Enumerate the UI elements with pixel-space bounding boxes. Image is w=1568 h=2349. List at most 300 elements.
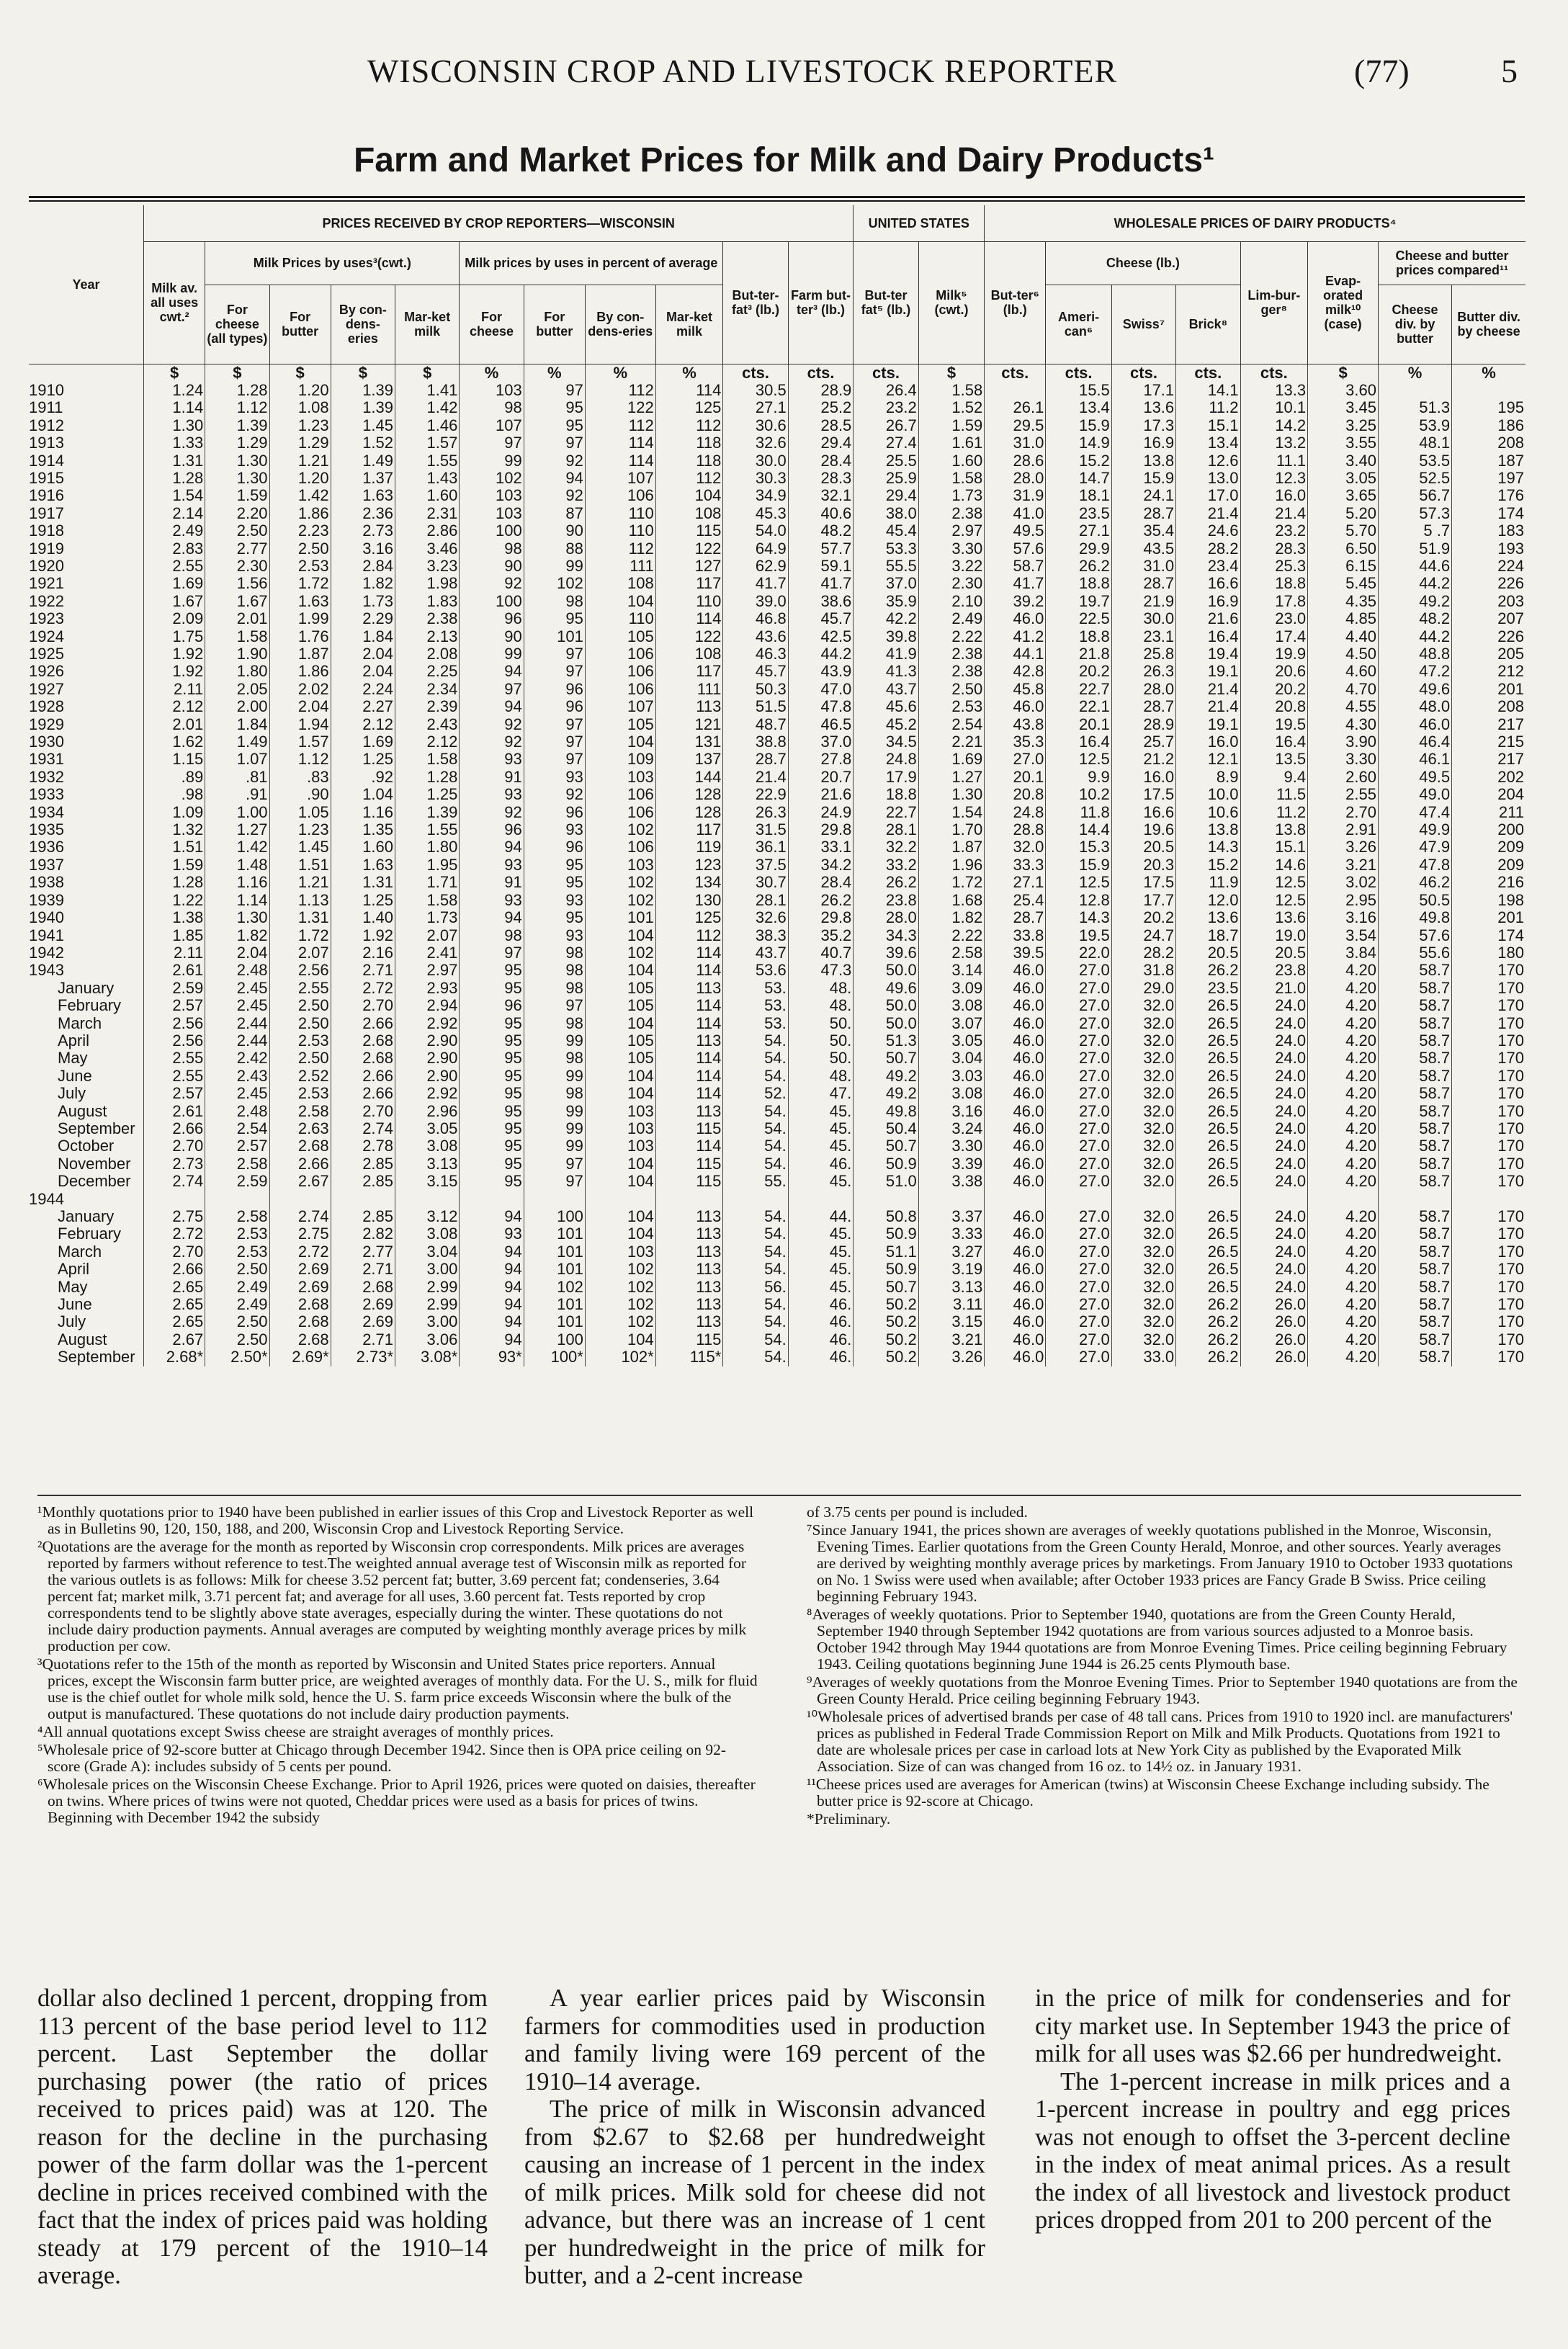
table-cell: 25.9 bbox=[854, 470, 918, 487]
table-cell bbox=[1379, 1191, 1452, 1208]
table-cell: 35.9 bbox=[854, 593, 918, 610]
table-cell bbox=[1308, 1191, 1379, 1208]
table-cell: 58.7 bbox=[985, 558, 1046, 575]
table-cell: 1.27 bbox=[918, 769, 984, 786]
table-cell: 113 bbox=[655, 1103, 723, 1120]
table-cell: 96 bbox=[524, 804, 585, 821]
table-cell: 58.7 bbox=[1379, 1155, 1452, 1173]
table-cell: 2.77 bbox=[205, 540, 269, 558]
group-wholesale: WHOLESALE PRICES OF DAIRY PRODUCTS⁴ bbox=[985, 205, 1526, 241]
table-cell: 1.56 bbox=[205, 575, 269, 592]
table-cell: 2.04 bbox=[331, 645, 395, 663]
col-pct-cheese: For cheese bbox=[460, 285, 524, 364]
table-cell: 57.7 bbox=[788, 540, 854, 558]
table-cell: 46.0 bbox=[985, 1120, 1046, 1137]
table-cell: 11.2 bbox=[1240, 804, 1308, 821]
table-cell: 31.9 bbox=[985, 487, 1046, 504]
table-cell: 28.7 bbox=[1111, 505, 1175, 522]
table-cell: 170 bbox=[1452, 1225, 1526, 1243]
table-cell: 90 bbox=[460, 628, 524, 645]
table-cell: 2.22 bbox=[918, 927, 984, 944]
table-cell: 2.54 bbox=[205, 1120, 269, 1137]
table-cell: 58.7 bbox=[1379, 997, 1452, 1014]
table-cell: 95 bbox=[524, 874, 585, 891]
table-row bbox=[29, 769, 1526, 786]
table-cell: 114 bbox=[655, 1050, 723, 1067]
unit-cell: cts. bbox=[1176, 364, 1240, 382]
table-cell: 54. bbox=[723, 1208, 788, 1225]
table-cell: 100 bbox=[460, 593, 524, 610]
table-cell: 201 bbox=[1452, 681, 1526, 698]
table-cell: 3.05 bbox=[918, 1032, 984, 1050]
table-cell: 1.94 bbox=[269, 716, 331, 733]
table-cell: 6.15 bbox=[1308, 558, 1379, 575]
table-cell: 30.0 bbox=[723, 452, 788, 470]
table-cell: 3.40 bbox=[1308, 452, 1379, 470]
table-cell: 10.1 bbox=[1240, 399, 1308, 416]
table-cell: 45. bbox=[788, 1120, 854, 1137]
table-cell: 208 bbox=[1452, 698, 1526, 715]
col-butter: But-ter⁶ (lb.) bbox=[985, 241, 1046, 364]
table-cell: 22.7 bbox=[854, 804, 918, 821]
table-cell: 46.1 bbox=[1379, 751, 1452, 768]
top-rule bbox=[29, 196, 1525, 198]
table-cell: 3.30 bbox=[918, 540, 984, 558]
table-cell: 104 bbox=[585, 1068, 655, 1085]
col-us-milk: Milk⁵ (cwt.) bbox=[918, 241, 984, 364]
row-label: April bbox=[58, 1261, 90, 1279]
table-cell: 4.20 bbox=[1308, 1279, 1379, 1296]
table-cell: 115 bbox=[655, 522, 723, 540]
table-cell: 27.0 bbox=[1046, 1032, 1111, 1050]
table-cell: 1.14 bbox=[144, 399, 205, 416]
table-row bbox=[29, 892, 1526, 909]
col-brick: Brick⁸ bbox=[1176, 285, 1240, 364]
table-cell: 1.27 bbox=[205, 821, 269, 838]
table-cell: 131 bbox=[655, 733, 723, 751]
table-cell: 103 bbox=[585, 1103, 655, 1120]
table-cell: 53.3 bbox=[854, 540, 918, 558]
table-cell: 34.2 bbox=[788, 856, 854, 874]
table-cell: 95 bbox=[460, 1068, 524, 1085]
table-cell bbox=[918, 1191, 984, 1208]
row-label: 1916 bbox=[29, 487, 64, 505]
table-cell: 4.20 bbox=[1308, 980, 1379, 997]
table-cell: 108 bbox=[655, 505, 723, 522]
table-cell: 26.5 bbox=[1176, 1085, 1240, 1102]
table-cell: 2.72 bbox=[269, 1243, 331, 1261]
table-cell: 46.0 bbox=[985, 1313, 1046, 1330]
table-cell: 98 bbox=[524, 593, 585, 610]
table-cell: 41.3 bbox=[854, 663, 918, 680]
table-cell: 33.3 bbox=[985, 856, 1046, 874]
table-cell: 1.80 bbox=[205, 663, 269, 680]
table-cell: 20.8 bbox=[1240, 698, 1308, 715]
table-cell: 110 bbox=[585, 505, 655, 522]
table-cell: 1.39 bbox=[331, 382, 395, 399]
table-cell: 3.16 bbox=[1308, 909, 1379, 926]
table-cell: 209 bbox=[1452, 856, 1526, 874]
body-column-2 bbox=[524, 1985, 985, 2290]
table-cell: 22.9 bbox=[723, 786, 788, 803]
table-cell: 1.52 bbox=[331, 434, 395, 452]
table-cell: 20.5 bbox=[1176, 944, 1240, 962]
table-cell: 2.68 bbox=[269, 1296, 331, 1313]
table-cell: 40.6 bbox=[788, 505, 854, 522]
table-cell: 2.84 bbox=[331, 558, 395, 575]
table-cell: 1.58 bbox=[918, 470, 984, 487]
table-cell: 1.60 bbox=[918, 452, 984, 470]
table-cell: 2.12 bbox=[331, 716, 395, 733]
table-cell: 48.1 bbox=[1379, 434, 1452, 452]
table-cell: 105 bbox=[585, 628, 655, 645]
table-cell: 4.20 bbox=[1308, 1032, 1379, 1050]
table-cell: 1.98 bbox=[395, 575, 460, 592]
unit-cell: % bbox=[1452, 364, 1526, 382]
table-cell: 21.6 bbox=[788, 786, 854, 803]
table-cell: 1.58 bbox=[918, 382, 984, 399]
table-cell: 26.0 bbox=[1240, 1296, 1308, 1313]
table-cell: 2.67 bbox=[144, 1331, 205, 1348]
page-number: 5 bbox=[1501, 53, 1518, 89]
table-cell: 3.54 bbox=[1308, 927, 1379, 944]
table-cell: 170 bbox=[1452, 1313, 1526, 1330]
table-cell: 46.0 bbox=[985, 1296, 1046, 1313]
table-cell: 107 bbox=[460, 417, 524, 434]
table-cell: 114 bbox=[655, 1015, 723, 1032]
table-cell: 95 bbox=[460, 1085, 524, 1102]
col-farm-butter: Farm but-ter³ (lb.) bbox=[788, 241, 854, 364]
table-cell: 1.57 bbox=[395, 434, 460, 452]
row-label: 1919 bbox=[29, 540, 64, 558]
row-label: May bbox=[58, 1278, 88, 1296]
table-cell: 23.0 bbox=[1240, 610, 1308, 627]
table-cell: 26.7 bbox=[854, 417, 918, 434]
table-cell: 92 bbox=[460, 716, 524, 733]
table-cell: 1.67 bbox=[144, 593, 205, 610]
table-cell: 48. bbox=[788, 1068, 854, 1085]
table-cell: 1.49 bbox=[205, 733, 269, 751]
unit-cell: $ bbox=[395, 364, 460, 382]
table-cell: 55.6 bbox=[1379, 944, 1452, 962]
table-cell: 3.08 bbox=[918, 997, 984, 1014]
table-cell: 32.6 bbox=[723, 434, 788, 452]
table-cell: 3.21 bbox=[1308, 856, 1379, 874]
table-cell: 23.8 bbox=[854, 892, 918, 909]
table-cell: 1.59 bbox=[144, 856, 205, 874]
table-cell: 46.2 bbox=[1379, 874, 1452, 891]
table-cell: 114 bbox=[655, 944, 723, 962]
table-cell: 198 bbox=[1452, 892, 1526, 909]
table-cell: 32.0 bbox=[1111, 1155, 1175, 1173]
table-cell: 1.51 bbox=[269, 856, 331, 874]
table-cell: 2.58 bbox=[205, 1155, 269, 1173]
row-label: 1913 bbox=[29, 434, 64, 452]
table-cell: 2.49 bbox=[205, 1279, 269, 1296]
table-cell: 2.12 bbox=[395, 733, 460, 751]
table-cell: 51.9 bbox=[1379, 540, 1452, 558]
table-cell: 27.0 bbox=[1046, 1261, 1111, 1278]
table-cell: 103 bbox=[460, 487, 524, 504]
table-cell: 1.25 bbox=[331, 892, 395, 909]
table-cell: 2.85 bbox=[331, 1155, 395, 1173]
body-paragraph: The 1-percent increase in milk prices and a 1-percent increase in poultry and egg prices was not enough to offset the 3-percent decline in the index of meat animal prices. As a result the index of all livestock and livestock product prices dropped from 201 to 200 percent of the bbox=[1035, 2067, 1510, 2234]
table-cell: 106 bbox=[585, 681, 655, 698]
table-cell: 11.2 bbox=[1176, 399, 1240, 416]
table-cell: 26.5 bbox=[1176, 1208, 1240, 1225]
table-cell: 19.4 bbox=[1176, 645, 1240, 663]
col-cheese-div-butter: Cheese div. by butter bbox=[1379, 285, 1452, 364]
table-cell: 29.0 bbox=[1111, 980, 1175, 997]
table-cell: 3.07 bbox=[918, 1015, 984, 1032]
table-cell: 114 bbox=[585, 452, 655, 470]
table-cell: 33.2 bbox=[854, 856, 918, 874]
table-row bbox=[29, 698, 1526, 715]
table-cell: 39.6 bbox=[854, 944, 918, 962]
table-cell: 2.36 bbox=[331, 505, 395, 522]
table-cell: 34.3 bbox=[854, 927, 918, 944]
table-cell: 3.37 bbox=[918, 1208, 984, 1225]
table-cell: 176 bbox=[1452, 487, 1526, 504]
table-cell: 208 bbox=[1452, 434, 1526, 452]
table-cell: 45.6 bbox=[854, 698, 918, 715]
table-cell: 2.57 bbox=[144, 1085, 205, 1102]
table-cell: 2.54 bbox=[918, 716, 984, 733]
table-cell: 42.8 bbox=[985, 663, 1046, 680]
unit-cell: cts. bbox=[854, 364, 918, 382]
table-cell: 105 bbox=[585, 716, 655, 733]
table-cell: 24.7 bbox=[1111, 927, 1175, 944]
table-cell: 58.7 bbox=[1379, 980, 1452, 997]
table-cell: 122 bbox=[655, 540, 723, 558]
table-cell: 2.68 bbox=[331, 1050, 395, 1067]
table-cell: 103 bbox=[585, 769, 655, 786]
table-cell: 26.3 bbox=[723, 804, 788, 821]
table-cell: 19.1 bbox=[1176, 716, 1240, 733]
table-cell: 28.1 bbox=[723, 892, 788, 909]
table-cell: 100 bbox=[460, 522, 524, 540]
table-cell: 2.53 bbox=[205, 1225, 269, 1243]
table-cell: 1.63 bbox=[331, 487, 395, 504]
footnote: ¹Monthly quotations prior to 1940 have been published in earlier issues of this Crop and Livestock Reporter as well as in Bulletins 90, 120, 150, 188, and 200, Wisconsin Crop and Livestock Reporting Service. bbox=[37, 1503, 754, 1537]
table-cell: 32.0 bbox=[1111, 1173, 1175, 1190]
top-rule-2 bbox=[29, 200, 1525, 202]
table-cell: 3.16 bbox=[918, 1103, 984, 1120]
table-cell: 31.5 bbox=[723, 821, 788, 838]
table-cell: 2.10 bbox=[918, 593, 984, 610]
table-cell: 26.5 bbox=[1176, 1120, 1240, 1137]
table-cell: 2.85 bbox=[331, 1208, 395, 1225]
table-cell: 2.01 bbox=[205, 610, 269, 627]
table-cell: 30.0 bbox=[1111, 610, 1175, 627]
body-column-1 bbox=[37, 1985, 488, 2290]
table-cell: 2.53 bbox=[269, 558, 331, 575]
table-cell: 26.5 bbox=[1176, 1155, 1240, 1173]
table-cell: 3.08 bbox=[395, 1137, 460, 1155]
table-cell: 53. bbox=[723, 997, 788, 1014]
table-cell: 111 bbox=[585, 558, 655, 575]
table-cell: 38.6 bbox=[788, 593, 854, 610]
table-cell: 14.4 bbox=[1046, 821, 1111, 838]
table-cell: 28.0 bbox=[985, 470, 1046, 487]
table-cell: 54. bbox=[723, 1296, 788, 1313]
table-cell: 97 bbox=[460, 944, 524, 962]
footnote: ³Quotations refer to the 15th of the month as reported by Wisconsin and United States price reporters. Annual prices, except the Wisconsin farm butter price, are weighted averages of monthly data. For the U. S., milk for fluid use is the chief outlet for whole milk sold, hence the U. S. farm price exceeds Wisconsin where the bulk of the output is manufactured. These quotations do not include dairy production payments. bbox=[37, 1655, 758, 1722]
table-cell: 104 bbox=[585, 927, 655, 944]
table-cell: 2.69* bbox=[269, 1348, 331, 1366]
table-cell: 95 bbox=[460, 1103, 524, 1120]
table-cell: 46.0 bbox=[985, 1137, 1046, 1155]
table-cell: 29.9 bbox=[1046, 540, 1111, 558]
table-cell: 3.25 bbox=[1308, 417, 1379, 434]
table-cell: 117 bbox=[655, 575, 723, 592]
table-cell: 3.09 bbox=[918, 980, 984, 997]
table-cell: 46.0 bbox=[985, 1348, 1046, 1366]
table-cell: 53. bbox=[723, 1015, 788, 1032]
table-cell: 28.0 bbox=[1111, 681, 1175, 698]
table-cell: 43.9 bbox=[788, 663, 854, 680]
table-cell: 21.4 bbox=[1176, 681, 1240, 698]
table-cell: 46.0 bbox=[985, 610, 1046, 627]
table-cell: 1.84 bbox=[205, 716, 269, 733]
table-cell: 2.43 bbox=[395, 716, 460, 733]
table-cell: 23.4 bbox=[1176, 558, 1240, 575]
table-cell: 1.75 bbox=[144, 628, 205, 645]
table-cell: 2.70 bbox=[144, 1137, 205, 1155]
table-cell: 3.05 bbox=[395, 1120, 460, 1137]
table-cell: 2.13 bbox=[395, 628, 460, 645]
table-cell: 1.39 bbox=[395, 804, 460, 821]
table-cell: 49.0 bbox=[1379, 786, 1452, 803]
table-cell: 94 bbox=[460, 698, 524, 715]
table-cell: 215 bbox=[1452, 733, 1526, 751]
table-cell: 170 bbox=[1452, 1015, 1526, 1032]
table-cell: 15.5 bbox=[1046, 382, 1111, 399]
table-cell: 2.14 bbox=[144, 505, 205, 522]
table-cell: 44. bbox=[788, 1208, 854, 1225]
table-cell: 1.39 bbox=[205, 417, 269, 434]
table-cell: 108 bbox=[585, 575, 655, 592]
table-cell: 4.40 bbox=[1308, 628, 1379, 645]
table-cell: 4.20 bbox=[1308, 1173, 1379, 1190]
table-cell: 2.45 bbox=[205, 1085, 269, 1102]
table-cell: 9.9 bbox=[1046, 769, 1111, 786]
table-cell: 1.55 bbox=[395, 452, 460, 470]
table-cell: 42.5 bbox=[788, 628, 854, 645]
table-cell: 47.8 bbox=[1379, 856, 1452, 874]
table-cell: 20.5 bbox=[1111, 838, 1175, 856]
table-cell: 1.30 bbox=[918, 786, 984, 803]
table-cell: 1.73 bbox=[395, 909, 460, 926]
col-milk-all: Milk av. all uses cwt.² bbox=[144, 241, 205, 364]
table-cell: 46.0 bbox=[985, 1155, 1046, 1173]
table-cell: 18.8 bbox=[1240, 575, 1308, 592]
body-paragraph: dollar also declined 1 percent, dropping from 113 percent of the base period level to 112 percent. Last September the dollar purchasing power (the ratio of prices received to prices paid) was at 120. The reason for the decline in the purchasing power of the farm dollar was the 1-percent decline in prices received combined with the fact that the index of prices paid was holding steady at 179 percent of the 1910–14 average. bbox=[37, 1985, 488, 2289]
table-cell: 93 bbox=[524, 927, 585, 944]
table-cell: 32.0 bbox=[1111, 1208, 1175, 1225]
table-cell: 90 bbox=[524, 522, 585, 540]
table-cell: 1.31 bbox=[144, 452, 205, 470]
table-cell: 26.2 bbox=[1176, 1296, 1240, 1313]
row-label: 1923 bbox=[29, 610, 64, 628]
table-cell: 94 bbox=[460, 909, 524, 926]
table-cell: 41.9 bbox=[854, 645, 918, 663]
table-cell: 1.25 bbox=[331, 751, 395, 768]
table-cell: 98 bbox=[460, 927, 524, 944]
table-cell: 102 bbox=[585, 1296, 655, 1313]
units-row bbox=[29, 364, 1526, 382]
table-cell: 1.05 bbox=[269, 804, 331, 821]
table-cell: 2.27 bbox=[331, 698, 395, 715]
table-cell: 1.23 bbox=[269, 821, 331, 838]
table-cell bbox=[1176, 1191, 1240, 1208]
table-cell: 46.0 bbox=[985, 1032, 1046, 1050]
table-cell: 2.71 bbox=[331, 1331, 395, 1348]
table-cell: 3.15 bbox=[918, 1313, 984, 1330]
table-cell: 102 bbox=[524, 1279, 585, 1296]
table-cell: 27.0 bbox=[1046, 1243, 1111, 1261]
row-label: February bbox=[58, 997, 122, 1015]
table-cell: 2.29 bbox=[331, 610, 395, 627]
table-cell: 170 bbox=[1452, 1050, 1526, 1067]
table-cell: 2.99 bbox=[395, 1279, 460, 1296]
table-cell: 32.0 bbox=[1111, 1085, 1175, 1102]
table-cell: 170 bbox=[1452, 1279, 1526, 1296]
table-cell bbox=[985, 1191, 1046, 1208]
table-cell: 3.14 bbox=[918, 962, 984, 979]
group-milk-by-uses: Milk Prices by uses³(cwt.) bbox=[205, 241, 460, 285]
table-cell: 1.95 bbox=[395, 856, 460, 874]
row-label: March bbox=[58, 1014, 102, 1032]
row-label: 1915 bbox=[29, 469, 64, 487]
table-cell: 45. bbox=[788, 1137, 854, 1155]
table-cell: 109 bbox=[585, 751, 655, 768]
table-cell: 94 bbox=[460, 1261, 524, 1278]
table-cell: 4.50 bbox=[1308, 645, 1379, 663]
table-row bbox=[29, 1137, 1526, 1155]
table-cell: 57.6 bbox=[1379, 927, 1452, 944]
table-cell: 3.04 bbox=[395, 1243, 460, 1261]
price-table-wrapper bbox=[29, 205, 1526, 1366]
table-cell: 119 bbox=[655, 838, 723, 856]
table-cell: 2.55 bbox=[1308, 786, 1379, 803]
table-cell: 30.3 bbox=[723, 470, 788, 487]
col-butter-div-cheese: Butter div. by cheese bbox=[1452, 285, 1526, 364]
table-cell: 1.92 bbox=[144, 663, 205, 680]
table-cell: 2.68 bbox=[331, 1032, 395, 1050]
table-cell: 1.07 bbox=[205, 751, 269, 768]
table-cell: 21.0 bbox=[1240, 980, 1308, 997]
row-label: September bbox=[58, 1348, 135, 1366]
table-cell: 4.20 bbox=[1308, 1085, 1379, 1102]
table-cell: 15.9 bbox=[1046, 856, 1111, 874]
unit-cell: cts. bbox=[723, 364, 788, 382]
table-cell: 106 bbox=[585, 786, 655, 803]
table-cell: 28.7 bbox=[1111, 698, 1175, 715]
table-cell: 2.30 bbox=[918, 575, 984, 592]
footnote: ⁴All annual quotations except Swiss cheese are straight averages of monthly prices. bbox=[37, 1723, 554, 1740]
table-cell: 49.8 bbox=[854, 1103, 918, 1120]
table-cell: 53. bbox=[723, 980, 788, 997]
row-label: May bbox=[58, 1050, 88, 1068]
table-cell: 2.99 bbox=[395, 1296, 460, 1313]
table-cell: 15.3 bbox=[1046, 838, 1111, 856]
table-row bbox=[29, 645, 1526, 663]
row-label: 1941 bbox=[29, 926, 64, 944]
table-cell: 2.43 bbox=[205, 1068, 269, 1085]
table-cell: 170 bbox=[1452, 1261, 1526, 1278]
table-cell: 15.2 bbox=[1176, 856, 1240, 874]
